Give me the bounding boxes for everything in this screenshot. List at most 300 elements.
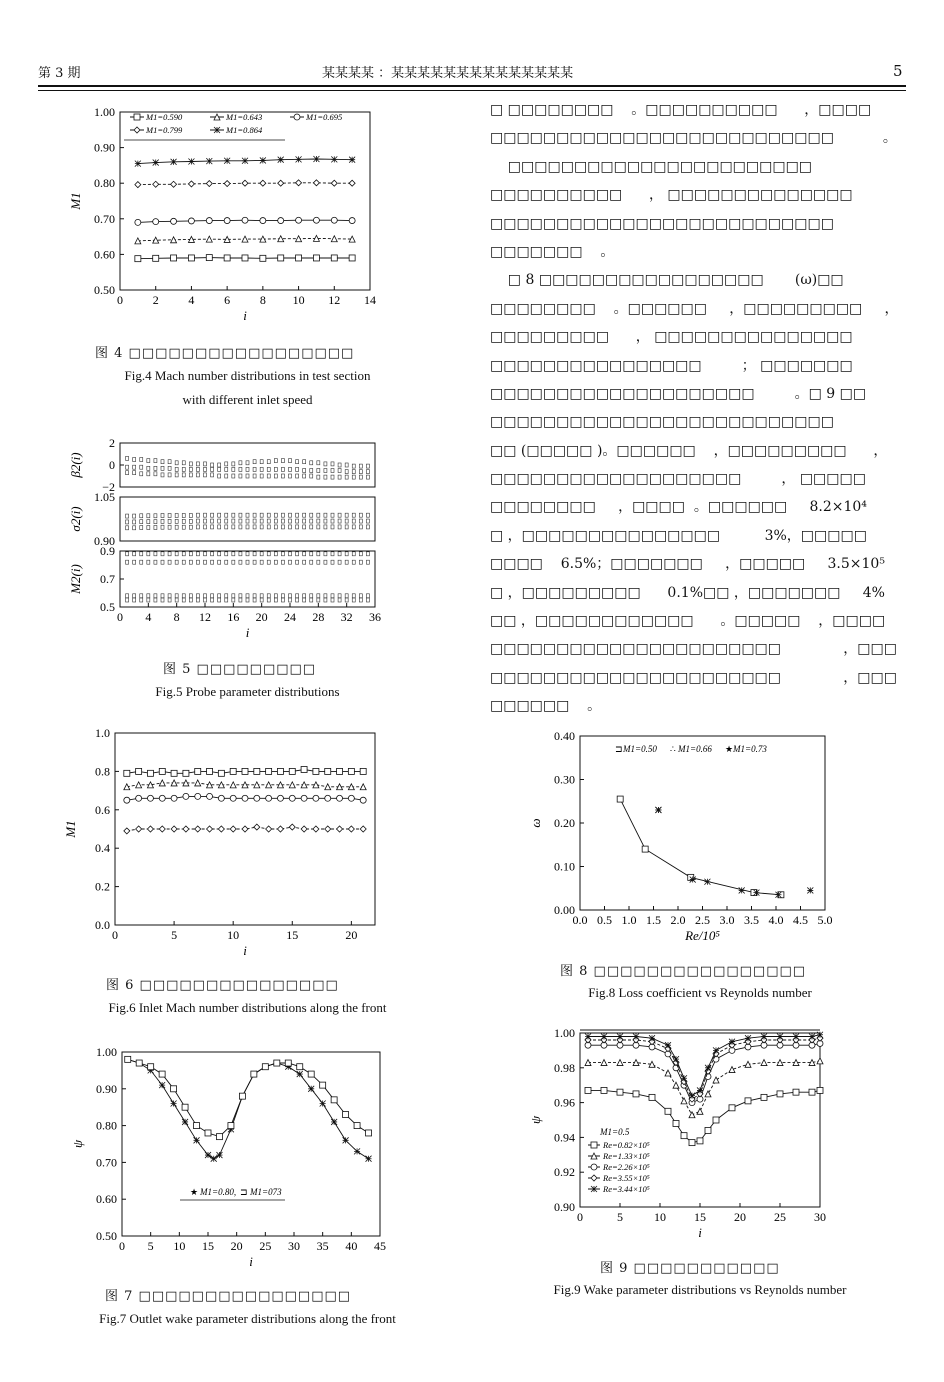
data-point <box>147 598 150 602</box>
data-point <box>338 475 341 479</box>
y-tick-label: 1.00 <box>96 1045 117 1059</box>
data-point <box>281 525 284 529</box>
data-point <box>260 525 263 529</box>
data-point <box>761 1060 767 1066</box>
data-point <box>189 594 192 598</box>
fig4-caption-en-1: Fig.4 Mach number distributions in test section <box>124 368 371 383</box>
data-point <box>189 462 192 466</box>
x-tick-label: 10 <box>227 928 240 942</box>
data-point <box>260 474 263 478</box>
data-point <box>345 598 348 602</box>
data-point <box>239 519 242 523</box>
data-point <box>366 475 369 479</box>
data-point <box>681 1075 687 1081</box>
x-tick-label: 2 <box>152 293 159 307</box>
data-point <box>274 474 277 478</box>
data-point <box>211 594 214 598</box>
data-point <box>352 470 355 474</box>
y-tick-label: 0.8 <box>95 764 110 779</box>
data-point <box>168 552 171 556</box>
data-point <box>175 473 178 477</box>
data-point <box>242 255 248 261</box>
x-axis-label: i <box>245 625 250 640</box>
data-point <box>147 520 150 524</box>
data-point <box>308 1071 314 1077</box>
data-point <box>345 560 348 564</box>
data-point <box>267 474 270 478</box>
data-point <box>665 1042 671 1048</box>
data-point <box>331 469 334 473</box>
data-point <box>246 594 249 598</box>
data-point <box>218 594 221 598</box>
data-point <box>232 594 235 598</box>
data-point <box>274 467 277 471</box>
data-point <box>225 474 228 478</box>
data-point <box>218 519 221 523</box>
data-point <box>366 513 369 517</box>
data-point <box>366 470 369 474</box>
data-point <box>147 526 150 530</box>
data-point <box>246 461 249 465</box>
data-point <box>239 461 242 465</box>
fig5-caption-en: Fig.5 Probe parameter distributions <box>155 684 340 699</box>
data-point <box>729 1039 735 1045</box>
y-tick-label: 1.05 <box>94 490 115 504</box>
data-point <box>153 160 159 166</box>
data-point <box>633 1033 639 1039</box>
body-line: □□□□□□□□□□□□□□□□□□□□□□□□□□ <box>490 414 834 431</box>
data-point <box>308 1086 314 1092</box>
data-point <box>182 1104 188 1110</box>
y-tick-label: 0.60 <box>96 1192 117 1207</box>
data-point <box>246 525 249 529</box>
data-point <box>324 519 327 523</box>
data-point <box>204 467 207 471</box>
data-point <box>345 525 348 529</box>
data-point <box>704 879 710 885</box>
data-point <box>324 469 327 473</box>
data-point <box>246 467 249 471</box>
data-point <box>331 1097 337 1103</box>
data-point <box>338 519 341 523</box>
data-point <box>317 525 320 529</box>
data-point <box>274 552 277 556</box>
body-line: □□□□□□□□□□□□□□□□□□□ ， □□□□□ <box>490 471 866 488</box>
data-point <box>168 525 171 529</box>
data-point <box>324 513 327 517</box>
data-point <box>303 513 306 517</box>
data-point <box>281 459 284 463</box>
data-point <box>349 255 355 261</box>
data-point <box>296 552 299 556</box>
x-tick-label: 12 <box>199 610 211 624</box>
data-point <box>206 255 212 261</box>
data-point <box>135 256 141 262</box>
data-point <box>161 473 164 477</box>
data-point <box>281 519 284 523</box>
data-point <box>204 473 207 477</box>
legend-marker <box>214 127 220 133</box>
data-point <box>278 157 284 163</box>
data-point <box>253 525 256 529</box>
data-point <box>211 519 214 523</box>
data-point <box>133 520 136 524</box>
data-point <box>303 598 306 602</box>
data-point <box>601 1060 607 1066</box>
data-point <box>140 594 143 598</box>
data-point <box>289 474 292 478</box>
data-point <box>175 461 178 465</box>
data-point <box>274 560 277 564</box>
data-point <box>225 598 228 602</box>
data-point <box>204 598 207 602</box>
data-point <box>331 513 334 517</box>
data-point <box>267 467 270 471</box>
header-rule-thick <box>38 85 906 87</box>
x-tick-label: 10 <box>292 293 305 307</box>
data-point <box>278 255 284 261</box>
y-axis-label: σ2(i) <box>68 506 83 532</box>
y-tick-label: 1.0 <box>95 726 110 740</box>
x-axis-label: i <box>249 1254 253 1269</box>
data-point <box>218 467 221 471</box>
legend-marker <box>294 114 300 120</box>
data-point <box>817 1032 823 1038</box>
legend-marker: ⊐ <box>615 744 623 754</box>
data-point <box>125 1056 131 1062</box>
fig4-caption-en-2: with different inlet speed <box>182 392 313 407</box>
data-point <box>267 594 270 598</box>
data-point <box>260 255 266 261</box>
data-point <box>303 474 306 478</box>
data-point <box>133 458 136 462</box>
data-point <box>777 1091 783 1097</box>
data-point <box>175 519 178 523</box>
data-point <box>267 598 270 602</box>
data-point <box>729 1067 735 1073</box>
data-point <box>324 598 327 602</box>
data-point <box>296 598 299 602</box>
x-tick-label: 0 <box>577 1210 583 1224</box>
data-point <box>211 525 214 529</box>
fig8-chart <box>520 728 840 953</box>
fig7-chart <box>60 1040 400 1280</box>
y-tick-label: 0.70 <box>96 1155 117 1170</box>
data-point <box>320 1101 326 1107</box>
data-point <box>153 219 159 225</box>
data-point <box>337 826 343 832</box>
data-point <box>633 1091 639 1097</box>
body-line: □□□□□□□ 。 <box>490 243 615 260</box>
data-point <box>232 513 235 517</box>
data-point <box>218 513 221 517</box>
body-line: □□□□□□□□□□□□□□□□□□□□□□ ，□□□ <box>490 669 897 686</box>
data-point <box>253 467 256 471</box>
body-line: □ □□□□□□□□ 。□□□□□□□□□□ ，□□□□ <box>490 102 872 118</box>
body-line: □□□□□□□□□□□□□□□□□□□□ 。□ 9 □□ <box>490 385 867 402</box>
data-point <box>140 458 143 462</box>
y-tick-label: 0.9 <box>100 544 115 558</box>
data-point <box>689 1112 695 1118</box>
data-point <box>266 826 272 832</box>
data-point <box>242 217 248 223</box>
data-point <box>317 461 320 465</box>
data-point <box>148 1064 154 1070</box>
data-point <box>175 594 178 598</box>
fig9-caption-cn: 图 9 □□□□□□□□□□□ <box>600 1261 780 1276</box>
data-point <box>182 461 185 465</box>
data-point <box>211 598 214 602</box>
data-point <box>232 598 235 602</box>
x-tick-label: 5 <box>617 1210 623 1224</box>
x-tick-label: 14 <box>364 293 376 307</box>
data-point <box>239 594 242 598</box>
data-point <box>274 594 277 598</box>
y-axis-label: ψ <box>70 1139 85 1149</box>
data-point <box>168 466 171 470</box>
data-point <box>713 1077 719 1083</box>
data-point <box>310 461 313 465</box>
x-tick-label: 24 <box>284 610 296 624</box>
data-point <box>196 519 199 523</box>
data-point <box>239 467 242 471</box>
data-point <box>260 180 266 186</box>
data-point <box>296 156 302 162</box>
data-point <box>195 826 201 832</box>
data-point <box>296 474 299 478</box>
x-tick-label: 36 <box>369 610 381 624</box>
y-tick-label: 0.40 <box>554 729 575 743</box>
data-point <box>211 513 214 517</box>
data-point <box>705 1091 711 1097</box>
data-point <box>267 552 270 556</box>
data-point <box>140 598 143 602</box>
body-line: □□□□□□ 。 <box>490 698 602 715</box>
x-tick-label: 4.5 <box>793 913 808 927</box>
data-point <box>260 552 263 556</box>
data-point <box>196 462 199 466</box>
data-point <box>154 594 157 598</box>
legend-marker: ∴ <box>670 744 676 754</box>
data-point <box>211 467 214 471</box>
data-point <box>338 513 341 517</box>
fig6-caption-cn: 图 6 □□□□□□□□□□□□□□□ <box>106 978 339 993</box>
data-point <box>196 473 199 477</box>
x-tick-label: 1.0 <box>621 913 637 927</box>
data-point <box>617 1033 623 1039</box>
data-point <box>188 181 194 187</box>
data-point <box>260 598 263 602</box>
y-tick-label: 0.2 <box>95 879 110 894</box>
data-point <box>348 768 354 774</box>
data-point <box>218 770 224 776</box>
body-line: □□ (□□□□□ )。□□□□□□ ，□□□□□□□□□ ， <box>490 442 888 459</box>
data-point <box>126 594 129 598</box>
body-line: □□□□□□□□ 。□□□□□□ ，□□□□□□□□□ ， <box>490 300 899 317</box>
legend-label: M1=0.73 <box>733 744 767 754</box>
data-point <box>366 525 369 529</box>
body-line: □□□□□□□□ ，□□□□ 。□□□□□□ 8.2×10⁴ <box>490 499 867 516</box>
data-point <box>301 826 307 832</box>
data-point <box>689 1093 695 1099</box>
data-point <box>296 255 302 261</box>
data-point <box>310 469 313 473</box>
data-point <box>253 519 256 523</box>
data-point <box>189 552 192 556</box>
data-point <box>343 1112 349 1118</box>
data-point <box>242 180 248 186</box>
data-point <box>211 1156 217 1162</box>
data-point <box>349 157 355 163</box>
data-point <box>140 526 143 530</box>
data-point <box>232 474 235 478</box>
data-point <box>182 552 185 556</box>
data-point <box>345 513 348 517</box>
data-point <box>359 598 362 602</box>
fig4-caption-cn: 图 4 □□□□□□□□□□□□□□□□□ <box>95 346 355 361</box>
data-point <box>601 1087 607 1093</box>
data-point <box>182 598 185 602</box>
y-axis-label: M1 <box>63 820 78 838</box>
y-tick-label: 0.5 <box>100 600 115 614</box>
data-point <box>338 598 341 602</box>
data-point <box>232 552 235 556</box>
data-point <box>161 560 164 564</box>
data-point <box>690 877 696 883</box>
data-point <box>359 464 362 468</box>
plot-frame <box>120 112 370 290</box>
data-point <box>218 826 224 832</box>
data-point <box>161 552 164 556</box>
data-point <box>239 513 242 517</box>
legend-label: M1=0.695 <box>306 112 343 122</box>
data-point <box>204 513 207 517</box>
data-point <box>218 552 221 556</box>
data-point <box>352 519 355 523</box>
data-point <box>303 469 306 473</box>
data-point <box>289 552 292 556</box>
data-point <box>681 1133 687 1139</box>
body-line: □□ ，□□□□□□□□□□□□ 。□□□□□ ，□□□□ <box>490 613 886 630</box>
data-point <box>278 180 284 186</box>
data-point <box>310 519 313 523</box>
y-tick-label: 0.10 <box>554 859 575 874</box>
data-point <box>281 560 284 564</box>
data-point <box>147 594 150 598</box>
data-point <box>204 462 207 466</box>
data-point <box>225 560 228 564</box>
data-point <box>189 525 192 529</box>
data-point <box>253 474 256 478</box>
data-point <box>352 475 355 479</box>
data-point <box>126 560 129 564</box>
data-point <box>617 1089 623 1095</box>
data-point <box>303 460 306 464</box>
data-point <box>194 1123 200 1129</box>
x-tick-label: 25 <box>774 1210 786 1224</box>
data-point <box>296 513 299 517</box>
data-point <box>253 513 256 517</box>
x-tick-label: 20 <box>230 1239 243 1253</box>
x-tick-label: 0 <box>119 1239 125 1253</box>
data-point <box>359 475 362 479</box>
x-tick-label: 30 <box>814 1210 826 1224</box>
data-point <box>260 519 263 523</box>
data-point <box>154 520 157 524</box>
data-point <box>230 768 236 774</box>
data-point <box>601 1033 607 1039</box>
x-tick-label: 12 <box>328 293 341 307</box>
data-point <box>207 826 213 832</box>
data-point <box>232 525 235 529</box>
data-point <box>324 475 327 479</box>
data-point <box>313 255 319 261</box>
data-point <box>195 780 201 786</box>
data-point <box>204 552 207 556</box>
body-line: □□□□ 6.5%；□□□□□□□ ，□□□□□ 3.5×10⁵ <box>490 556 885 573</box>
data-point <box>205 1152 211 1158</box>
plot-frame <box>120 551 375 607</box>
data-point <box>246 519 249 523</box>
data-point <box>196 513 199 517</box>
data-point <box>331 598 334 602</box>
data-point <box>331 519 334 523</box>
data-point <box>310 598 313 602</box>
data-point <box>366 1156 372 1162</box>
data-point <box>216 1134 222 1140</box>
data-point <box>161 598 164 602</box>
x-tick-label: 15 <box>202 1239 214 1253</box>
data-point <box>310 594 313 598</box>
data-point <box>310 525 313 529</box>
data-point <box>313 156 319 162</box>
data-point <box>218 795 224 801</box>
data-point <box>260 460 263 464</box>
data-point <box>313 217 319 223</box>
data-point <box>267 460 270 464</box>
y-tick-label: 0.4 <box>95 841 110 856</box>
data-point <box>136 1060 142 1066</box>
data-point <box>713 1117 719 1123</box>
y-tick-label: 0.92 <box>554 1165 575 1180</box>
data-point <box>168 460 171 464</box>
data-point <box>729 1105 735 1111</box>
data-point <box>366 519 369 523</box>
data-point <box>274 459 277 463</box>
data-point <box>168 513 171 517</box>
data-point <box>171 218 177 224</box>
data-point <box>317 475 320 479</box>
y-axis-label: ω <box>528 818 543 828</box>
data-point <box>225 525 228 529</box>
data-point <box>136 795 142 801</box>
data-point <box>205 1130 211 1136</box>
data-point <box>133 594 136 598</box>
data-point <box>246 552 249 556</box>
data-point <box>303 552 306 556</box>
data-point <box>168 598 171 602</box>
data-point <box>303 525 306 529</box>
data-point <box>182 1119 188 1125</box>
y-tick-label: 0.50 <box>96 1229 117 1243</box>
data-point <box>153 181 159 187</box>
data-point <box>301 766 307 772</box>
data-point <box>126 520 129 524</box>
data-point <box>239 552 242 556</box>
data-point <box>154 459 157 463</box>
data-point <box>124 770 130 776</box>
legend-title: M1=0.5 <box>600 1127 630 1137</box>
